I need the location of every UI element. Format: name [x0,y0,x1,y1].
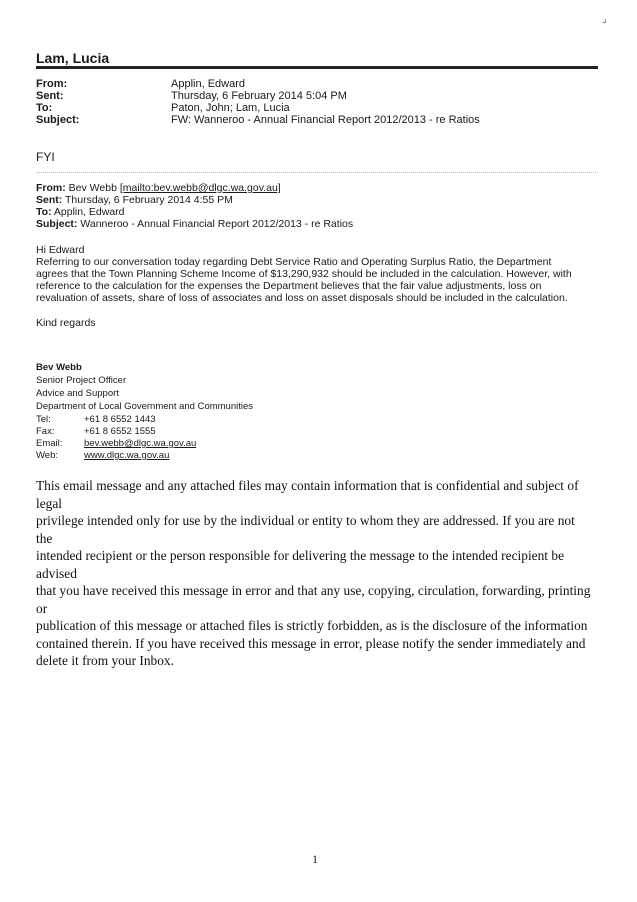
fwd-subject-value: Wanneroo - Annual Financial Report 2012/2013 - re Ratios [80,218,354,230]
to-label: To: [36,102,53,114]
closing: Kind regards [36,317,96,329]
subject-label: Subject: [36,114,80,126]
fwd-subject-row [36,218,353,230]
page-number: 1 [312,852,318,866]
signature-unit: Advice and Support [36,388,119,399]
disclaimer-line: that you have received this message in error and that any use, copying, circulation, forwarding, printing or [36,583,591,616]
signature-title: Senior Project Officer [36,375,127,386]
fwd-subject-label: Subject: [36,218,78,230]
tel-label: Tel: [36,414,51,425]
mailbox-owner: Lam, Lucia [36,50,110,66]
fwd-from-label: From: [36,182,66,194]
disclaimer-line: This email message and any attached files may contain information that is confidential and subject of legal [36,478,579,511]
fwd-from-name: Bev Webb [68,182,117,194]
forward-separator [36,172,598,173]
to-value: Paton, John; Lam, Lucia [171,102,290,114]
signature-department: Department of Local Government and Communities [36,401,254,412]
message-line: revaluation of assets, share of loss of associates and loss on asset disposals should be included in the calculation. [36,292,568,304]
from-value: Applin, Edward [171,78,245,90]
scan-mark: ⌟ [602,14,607,25]
fwd-to-row [36,206,125,218]
fwd-sent-value: Thursday, 6 February 2014 4:55 PM [64,194,233,206]
fwd-to-value: Applin, Edward [53,206,125,218]
fwd-from-mailto-link[interactable]: [mailto:bev.webb@dlgc.wa.gov.au] [119,182,281,194]
fax-value: +61 8 6552 1555 [84,426,156,437]
disclaimer-line: delete it from your Inbox. [36,653,174,668]
web-label: Web: [36,450,59,461]
fwd-to-label: To: [36,206,52,218]
from-label: From: [36,78,68,90]
greeting: Hi Edward [36,244,85,256]
fwd-sent-label: Sent: [36,194,63,206]
sent-value: Thursday, 6 February 2014 5:04 PM [171,90,347,102]
header-rule [36,66,598,69]
web-link[interactable]: www.dlgc.wa.gov.au [84,450,170,461]
fwd-from-row [36,182,281,194]
disclaimer-line: intended recipient or the person responsible for delivering the message to the intended recipient be advised [36,548,565,581]
disclaimer-line: privilege intended only for use by the individual or entity to whom they are addressed. If you are not the [36,513,575,546]
disclaimer-line: publication of this message or attached files is strictly forbidden, as is the disclosure of the information [36,618,588,633]
email-link[interactable]: bev.webb@dlgc.wa.gov.au [84,438,197,449]
sent-label: Sent: [36,90,64,102]
fyi-text: FYI [36,150,55,164]
message-line: reference to the calculation for the expenses the Department believes that the fair value adjustments, loss on [36,280,542,292]
fax-label: Fax: [36,426,55,437]
disclaimer-line: contained therein. If you have received this message in error, please notify the sender immediately and [36,635,586,651]
confidentiality-disclaimer [36,477,592,670]
subject-value: FW: Wanneroo - Annual Financial Report 2012/2013 - re Ratios [171,114,480,126]
message-line: Referring to our conversation today regarding Debt Service Ratio and Operating Surplus Ratio, the Department [36,256,552,268]
fwd-sent-row [36,194,233,206]
signature-name: Bev Webb [36,362,82,373]
email-label: Email: [36,438,63,449]
message-line: agrees that the Town Planning Scheme Income of $13,290,932 should be included in the calculation. However, with [36,268,572,280]
tel-value: +61 8 6552 1443 [84,414,156,425]
